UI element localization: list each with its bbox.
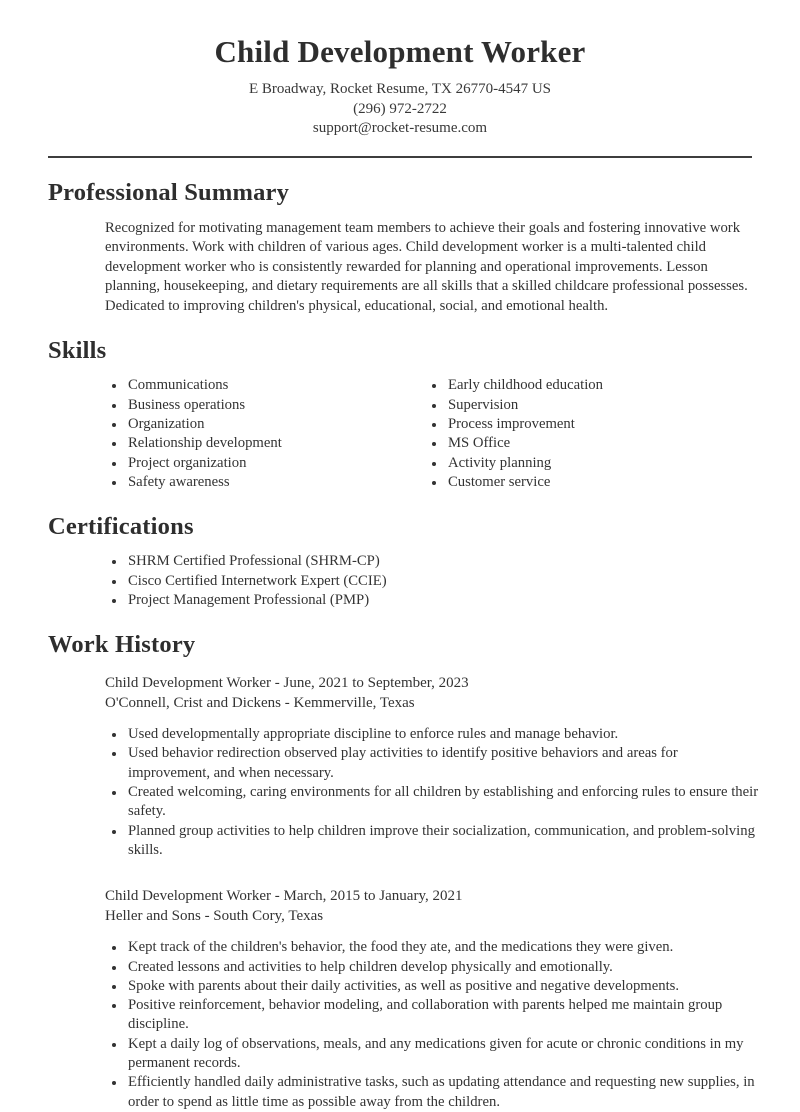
section-skills (0, 337, 800, 492)
skills-heading: Skills (48, 337, 107, 365)
skill-item: • Business operations (126, 396, 400, 415)
job-2-title: Child Development Worker - March, 2015 to January, 2021 (105, 888, 463, 905)
skill-item: • Organization (126, 415, 400, 434)
skills-list-2 (400, 376, 752, 492)
resume-header (0, 34, 800, 158)
skill-item: • Communications (126, 376, 400, 395)
skills-column-1 (48, 376, 400, 492)
work-history-heading: Work History (48, 631, 196, 659)
job-bullet: • Positive reinforcement, behavior modeling, and collaboration with parents helped me maintain group discipline. (126, 996, 760, 1035)
skills-list-1 (48, 376, 400, 492)
skill-item: • Early childhood education (446, 376, 752, 395)
job-bullet: • Kept track of the children's behavior, the food they ate, and the medications they were given. (126, 938, 760, 957)
job-bullet: • Efficiently handled daily administrative tasks, such as updating attendance and requesting new supplies, in order to spend as little time as possible away from the children. (126, 1073, 760, 1112)
job-bullet: • Used developmentally appropriate discipline to enforce rules and manage behavior. (126, 725, 760, 744)
job-2-company: Heller and Sons - South Cory, Texas (105, 908, 324, 925)
section-professional-summary (0, 179, 800, 317)
job-1-title: Child Development Worker - June, 2021 to September, 2023 (105, 675, 469, 692)
job-entry-2 (0, 886, 800, 1112)
certification-item: • SHRM Certified Professional (SHRM-CP) (126, 552, 800, 571)
skill-item: • Relationship development (126, 434, 400, 453)
job-bullet: • Used behavior redirection observed play activities to identify positive behaviors and areas for improvement, and when necessary. (126, 744, 760, 783)
certifications-heading: Certifications (48, 513, 194, 541)
skill-item: • MS Office (446, 434, 752, 453)
contact-address: E Broadway, Rocket Resume, TX 26770-4547 US (248, 81, 552, 97)
skill-item: • Activity planning (446, 454, 752, 473)
skill-item: • Customer service (446, 473, 752, 492)
skills-column-2 (400, 376, 752, 492)
job-1-company: O'Connell, Crist and Dickens - Kemmerville, Texas (105, 695, 415, 712)
header-divider (48, 156, 752, 158)
skill-item: • Project organization (126, 454, 400, 473)
section-work-history (0, 631, 800, 1112)
skill-item: • Process improvement (446, 415, 752, 434)
skill-item: • Supervision (446, 396, 752, 415)
job-2-bullets (48, 938, 760, 1112)
contact-email: support@rocket-resume.com (312, 120, 488, 136)
contact-phone: (296) 972-2722 (353, 100, 447, 117)
job-1-header (105, 673, 756, 713)
job-bullet: • Kept a daily log of observations, meals, and any medications given for acute or chronic conditions in my permanent records. (126, 1035, 760, 1074)
job-bullet: • Created lessons and activities to help children develop physically and emotionally. (126, 958, 760, 977)
job-bullet: • Created welcoming, caring environments for all children by establishing and enforcing rules to ensure their safety. (126, 783, 760, 822)
page-title: Child Development Worker (214, 34, 586, 69)
job-bullet: • Spoke with parents about their daily activities, as well as positive and negative developments. (126, 977, 760, 996)
professional-summary-text: Recognized for motivating management team members to achieve their goals and fostering innovative work environments. Work with children of various ages. Child development worker is a multi-talented child development worker who is consistently rewarded for planning and operational improvements. Lesson planning, housekeeping, and dietary requirements are all skills that a skilled childcare professional possesses. Dedicated to improving children's physical, educational, social, and emotional health. (105, 219, 748, 314)
job-bullet: • Planned group activities to help children improve their socialization, communication, and problem-solving skills. (126, 822, 760, 861)
certification-item: • Project Management Professional (PMP) (126, 591, 800, 610)
certification-item: • Cisco Certified Internetwork Expert (CCIE) (126, 572, 800, 591)
job-2-header (105, 886, 756, 926)
certifications-list (48, 552, 800, 610)
section-certifications (0, 513, 800, 610)
skill-item: • Safety awareness (126, 473, 400, 492)
job-entry-1 (0, 673, 800, 860)
job-1-bullets (48, 725, 760, 860)
skills-columns (48, 376, 800, 492)
professional-summary-heading: Professional Summary (48, 178, 290, 206)
